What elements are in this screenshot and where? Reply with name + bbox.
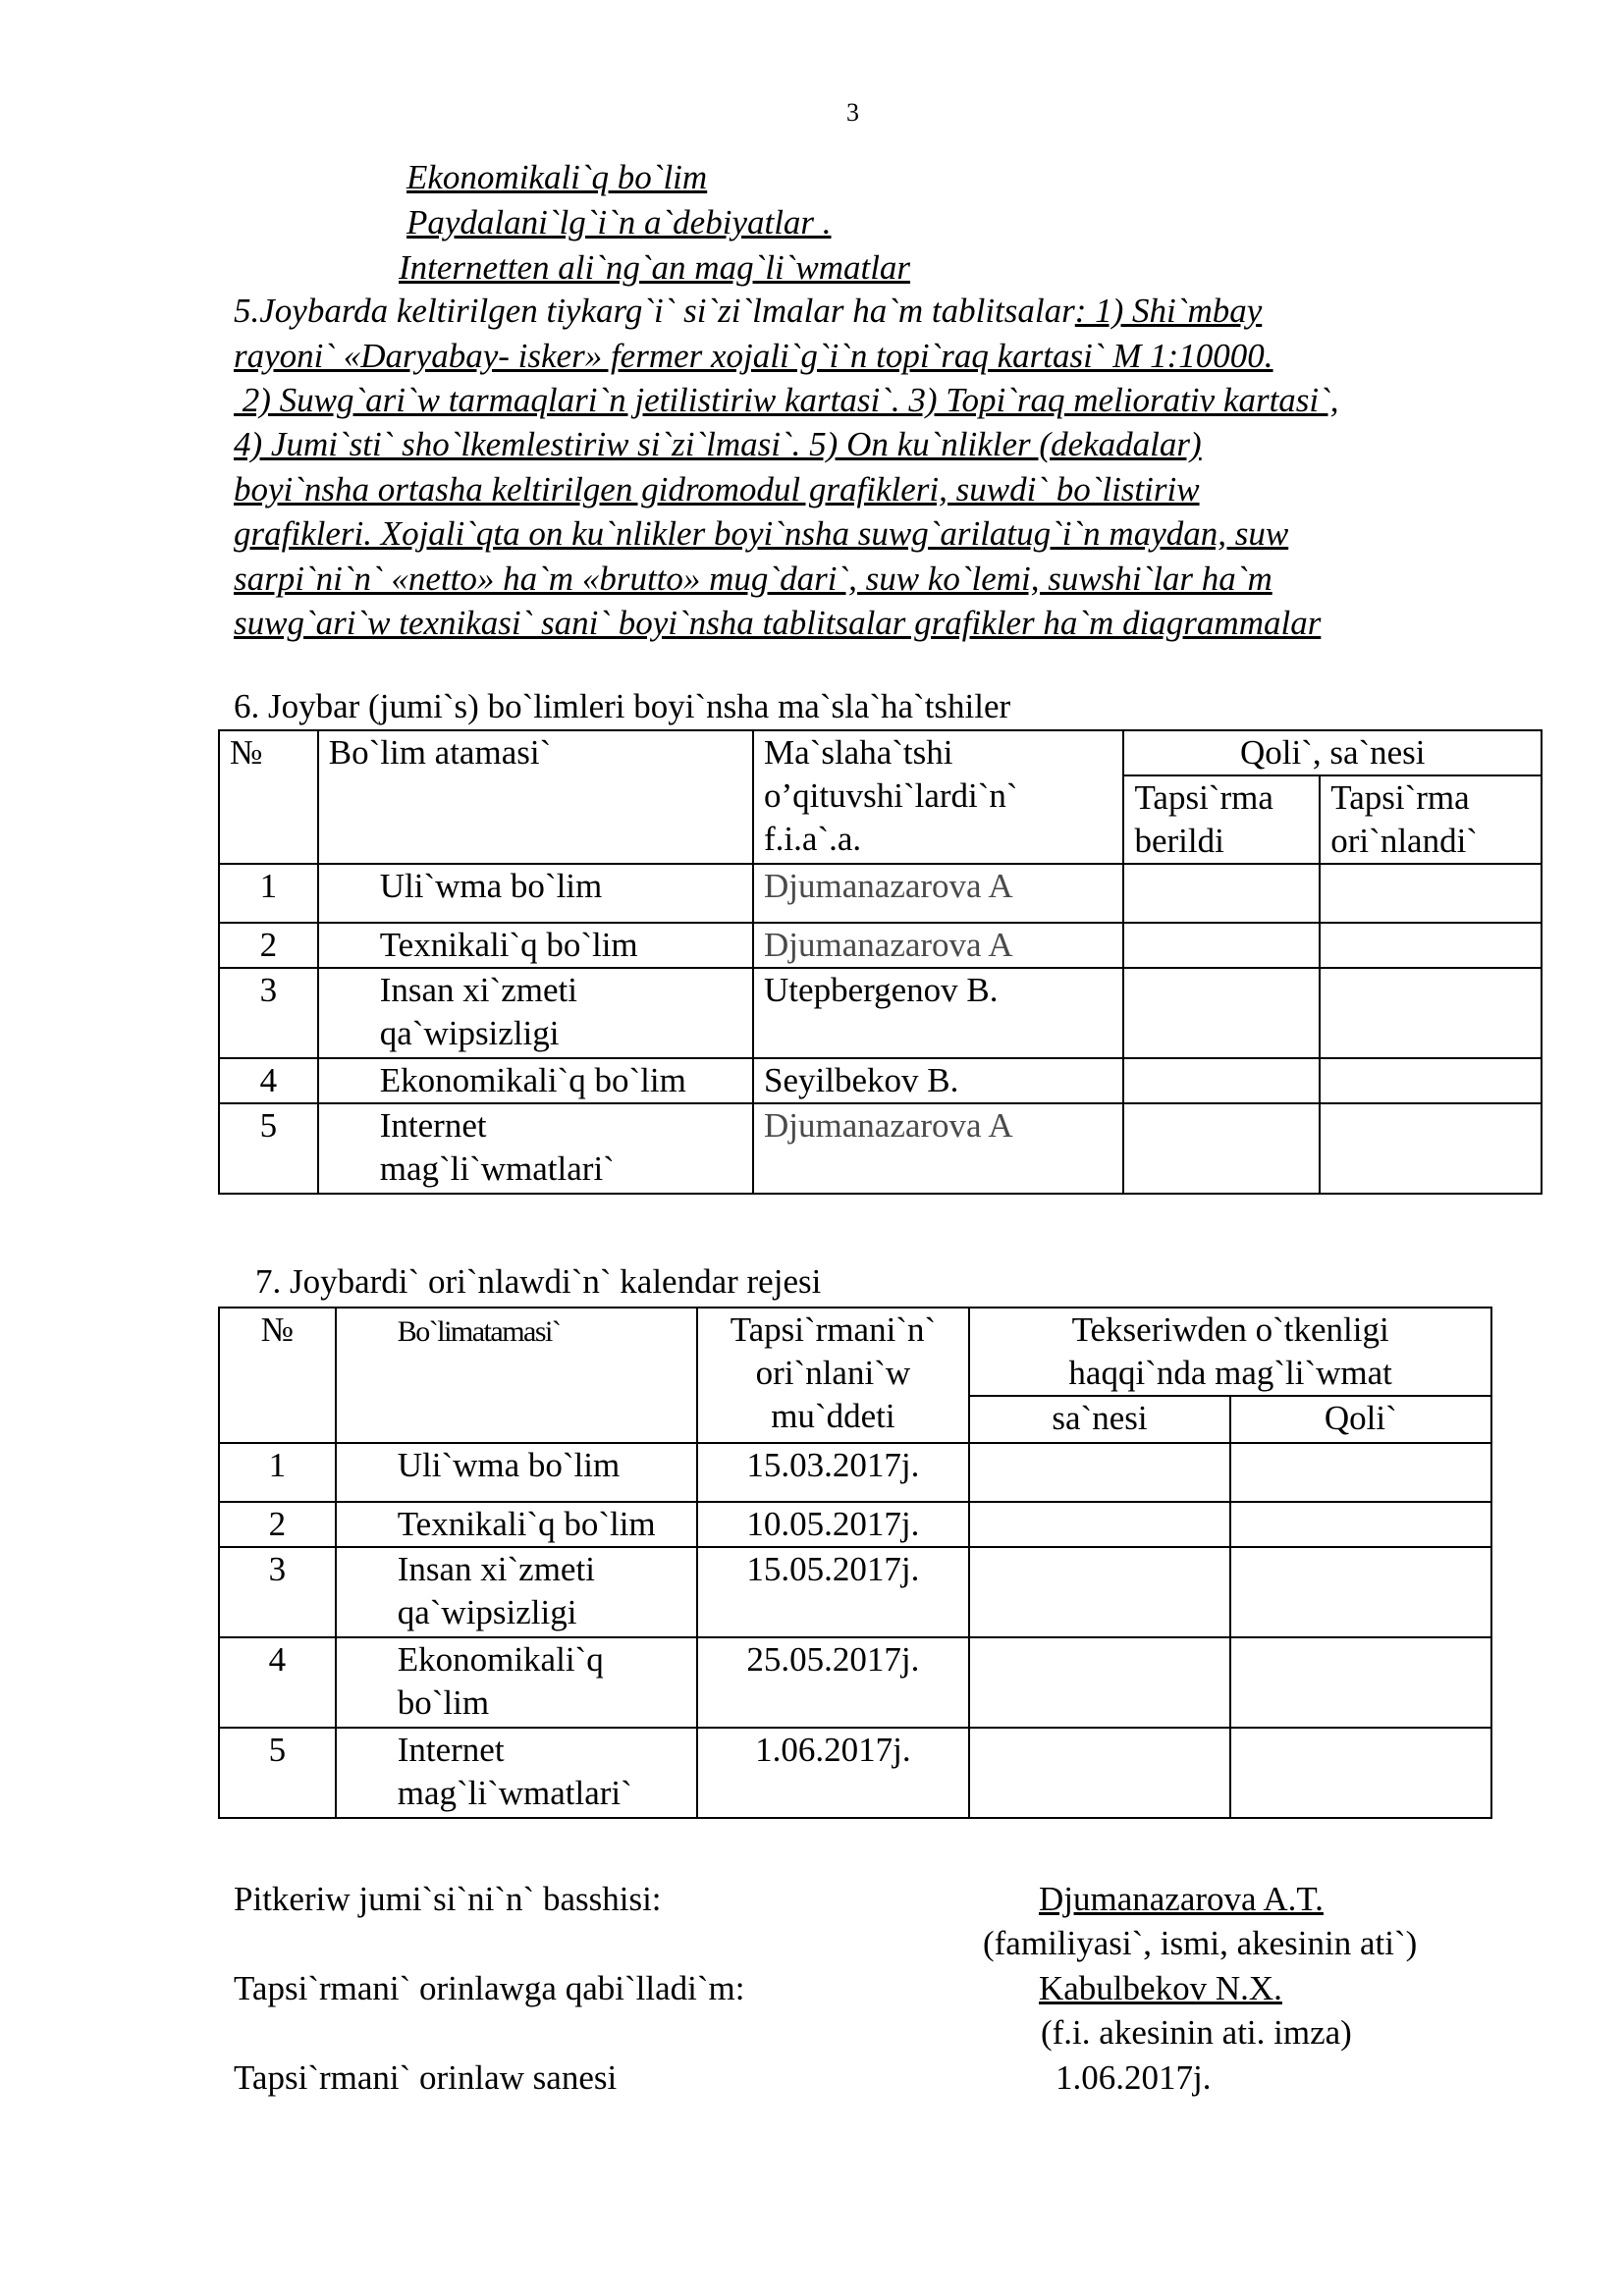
row-section-name-line-2: qa`wipsizligi bbox=[379, 1014, 560, 1052]
table-row bbox=[219, 1547, 1491, 1637]
header-advisor-line-2: o’qituvshi`lardi`n` bbox=[764, 776, 1018, 815]
header-check-info bbox=[969, 1308, 1491, 1396]
header-task-given-line-1: Tapsi`rma bbox=[1134, 778, 1273, 817]
header-sign-date: Qoli`, sa`nesi bbox=[1123, 730, 1542, 775]
row-num: 4 bbox=[219, 1058, 318, 1103]
row-section-name: Uli`wma bo`lim bbox=[336, 1443, 697, 1502]
table-row bbox=[219, 1443, 1491, 1502]
row-section-name-line-2: bo`lim bbox=[397, 1683, 490, 1722]
section6-title: 6. Joybar (jumi`s) bo`limleri boyi`nsha ma`sla`ha`tshiler bbox=[234, 687, 1011, 725]
table-row bbox=[219, 1058, 1542, 1103]
row-check-sign bbox=[1230, 1502, 1491, 1547]
section7-title: 7. Joybardi` ori`nlawdi`n` kalendar rejesi bbox=[255, 1262, 822, 1301]
contents-item-economic: Ekonomikali`q bo`lim bbox=[406, 158, 708, 196]
item5-line-2: rayoni` «Daryabay- isker» fermer xojali`g`i`n topi`raq kartasi` M 1:10000. bbox=[234, 337, 1273, 375]
header-advisor-line-3: f.i.a`.a. bbox=[764, 820, 862, 858]
row-section-name-line-1: Ekonomikali`q bbox=[397, 1640, 604, 1679]
row-num: 1 bbox=[219, 864, 318, 923]
advisors-table bbox=[218, 729, 1543, 1195]
row-section-name-line-1: Insan xi`zmeti bbox=[379, 971, 577, 1009]
table-row bbox=[219, 1728, 1491, 1818]
header-deadline-line-3: mu`ddeti bbox=[771, 1397, 895, 1435]
header-check-sign: Qoli` bbox=[1230, 1396, 1491, 1443]
row-task-given bbox=[1123, 968, 1320, 1058]
row-advisor: Djumanazarova A bbox=[753, 923, 1123, 968]
row-check-date bbox=[969, 1637, 1229, 1728]
row-task-done bbox=[1320, 1103, 1542, 1194]
item5-line-5: boyi`nsha ortasha keltirilgen gidromodul grafikleri, suwdi` bo`listiriw bbox=[234, 470, 1200, 508]
row-deadline: 15.03.2017j. bbox=[697, 1443, 970, 1502]
row-check-sign bbox=[1230, 1637, 1491, 1728]
row-section-name-line-1: Insan xi`zmeti bbox=[397, 1550, 595, 1588]
header-task-done-line-2: ori`nlandi` bbox=[1330, 822, 1478, 860]
row-num: 5 bbox=[219, 1728, 336, 1818]
row-section-name bbox=[336, 1728, 697, 1818]
accepted-caption: (f.i. akesinin ati. imza) bbox=[1041, 2013, 1352, 2052]
row-deadline: 15.05.2017j. bbox=[697, 1547, 970, 1637]
header-deadline-line-2: ori`nlani`w bbox=[755, 1354, 911, 1392]
row-num: 3 bbox=[219, 968, 318, 1058]
row-advisor: Seyilbekov B. bbox=[753, 1058, 1123, 1103]
row-task-done bbox=[1320, 923, 1542, 968]
table-row bbox=[219, 1502, 1491, 1547]
header-task-done bbox=[1320, 775, 1542, 864]
header-deadline bbox=[697, 1308, 970, 1443]
page-number: 3 bbox=[846, 98, 859, 127]
row-task-given bbox=[1123, 864, 1320, 923]
table-row bbox=[219, 1637, 1491, 1728]
row-deadline: 25.05.2017j. bbox=[697, 1637, 970, 1728]
row-section-name bbox=[318, 1103, 753, 1194]
row-check-date bbox=[969, 1443, 1229, 1502]
row-deadline: 1.06.2017j. bbox=[697, 1728, 970, 1818]
row-section-name-line-2: qa`wipsizligi bbox=[397, 1593, 577, 1631]
row-task-given bbox=[1123, 1058, 1320, 1103]
row-check-sign bbox=[1230, 1443, 1491, 1502]
header-section-name: Bo`lim atamasi` bbox=[318, 730, 753, 864]
row-num: 2 bbox=[219, 1502, 336, 1547]
item5-line-1 bbox=[234, 289, 1262, 333]
row-section-name-line-1: Internet bbox=[397, 1731, 505, 1769]
row-section-name: Ekonomikali`q bo`lim bbox=[318, 1058, 753, 1103]
header-task-given bbox=[1123, 775, 1320, 864]
header-task-given-line-2: berildi bbox=[1134, 822, 1224, 860]
header-advisor bbox=[753, 730, 1123, 864]
row-section-name bbox=[336, 1547, 697, 1637]
table-row bbox=[219, 1103, 1542, 1194]
contents-item-literature: Paydalani`lg`i`n a`debiyatlar . bbox=[406, 203, 832, 241]
contents-item-internet: Internetten ali`ng`an mag`li`wmatlar bbox=[399, 248, 911, 287]
row-deadline: 10.05.2017j. bbox=[697, 1502, 970, 1547]
row-section-name-line-2: mag`li`wmatlari` bbox=[397, 1774, 632, 1812]
header-task-done-line-1: Tapsi`rma bbox=[1330, 778, 1470, 817]
item5-line-6: grafikleri. Xojali`qta on ku`nlikler boyi`nsha suwg`arilatug`i`n maydan, suw bbox=[234, 514, 1289, 553]
header-section-name-text: Bo`limatamasi` bbox=[397, 1315, 561, 1348]
item5-line-3: 2) Suwg`ari`w tarmaqlari`n jetilistiriw kartasi`. 3) Topi`raq meliorativ kartasi`, bbox=[234, 381, 1339, 419]
header-num: № bbox=[219, 730, 318, 864]
date-value: 1.06.2017j. bbox=[1056, 2058, 1212, 2097]
row-num: 5 bbox=[219, 1103, 318, 1194]
row-section-name: Uli`wma bo`lim bbox=[318, 864, 753, 923]
header-num: № bbox=[219, 1308, 336, 1443]
item5-line-1-rest: : 1) Shi`mbay bbox=[1074, 292, 1263, 330]
header-deadline-line-1: Tapsi`rmani`n` bbox=[730, 1310, 937, 1349]
row-advisor: Utepbergenov B. bbox=[753, 968, 1123, 1058]
header-check-info-line-1: Tekseriwden o`tkenligi bbox=[1071, 1310, 1389, 1349]
row-check-sign bbox=[1230, 1547, 1491, 1637]
row-section-name-line-1: Internet bbox=[379, 1106, 487, 1145]
row-num: 4 bbox=[219, 1637, 336, 1728]
header-check-date: sa`nesi bbox=[969, 1396, 1229, 1443]
header-check-info-line-2: haqqi`nda mag`li`wmat bbox=[1068, 1354, 1392, 1392]
header-advisor-line-1: Ma`slaha`tshi bbox=[764, 733, 953, 772]
row-section-name-line-2: mag`li`wmatlari` bbox=[379, 1149, 615, 1188]
row-num: 2 bbox=[219, 923, 318, 968]
row-advisor: Djumanazarova A bbox=[753, 864, 1123, 923]
accepted-label: Tapsi`rmani` orinlawga qabi`lladi`m: bbox=[234, 1969, 745, 2007]
row-num: 1 bbox=[219, 1443, 336, 1502]
row-advisor: Djumanazarova A bbox=[753, 1103, 1123, 1194]
table-row bbox=[219, 968, 1542, 1058]
table-row bbox=[219, 923, 1542, 968]
row-section-name: Texnikali`q bo`lim bbox=[336, 1502, 697, 1547]
row-task-given bbox=[1123, 923, 1320, 968]
date-label: Tapsi`rmani` orinlaw sanesi bbox=[234, 2058, 618, 2097]
item5-line-7: sarpi`ni`n` «netto» ha`m «brutto» mug`dari`, suw ko`lemi, suwshi`lar ha`m bbox=[234, 560, 1272, 598]
row-task-done bbox=[1320, 864, 1542, 923]
calendar-plan-table bbox=[218, 1307, 1492, 1819]
item5-line-4: 4) Jumi`sti` sho`lkemlestiriw si`zi`lmasi`. 5) On ku`nlikler (dekadalar) bbox=[234, 425, 1202, 463]
head-caption: (familiyasi`, ismi, akesinin ati`) bbox=[983, 1924, 1418, 1962]
head-name: Djumanazarova A.T. bbox=[1039, 1880, 1324, 1918]
row-task-done bbox=[1320, 1058, 1542, 1103]
row-num: 3 bbox=[219, 1547, 336, 1637]
row-task-given bbox=[1123, 1103, 1320, 1194]
row-section-name bbox=[336, 1637, 697, 1728]
accepted-name: Kabulbekov N.X. bbox=[1039, 1969, 1282, 2007]
table-row bbox=[219, 864, 1542, 923]
row-check-date bbox=[969, 1502, 1229, 1547]
row-section-name: Texnikali`q bo`lim bbox=[318, 923, 753, 968]
head-label: Pitkeriw jumi`si`ni`n` basshisi: bbox=[234, 1880, 662, 1918]
row-section-name bbox=[318, 968, 753, 1058]
row-check-date bbox=[969, 1547, 1229, 1637]
item5-prefix: 5.Joybarda keltirilgen tiykarg`i` si`zi`lmalar ha`m tablitsalar bbox=[234, 292, 1075, 330]
row-check-date bbox=[969, 1728, 1229, 1818]
row-check-sign bbox=[1230, 1728, 1491, 1818]
header-section-name bbox=[336, 1308, 697, 1443]
item5-line-8: suwg`ari`w texnikasi` sani` boyi`nsha tablitsalar grafikler ha`m diagrammalar bbox=[234, 604, 1322, 642]
row-task-done bbox=[1320, 968, 1542, 1058]
